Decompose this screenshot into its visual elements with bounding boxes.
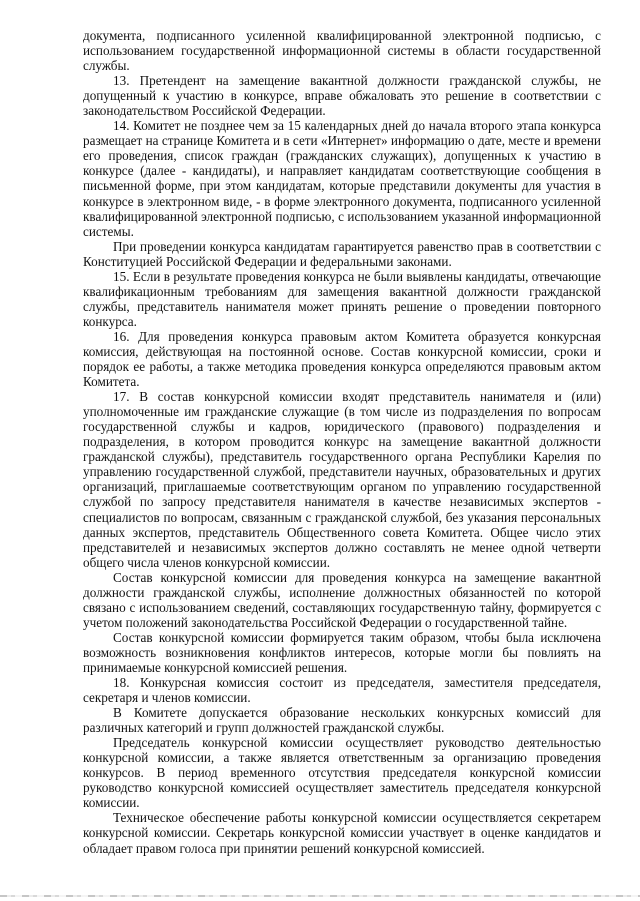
paragraph-16: 16. Для проведения конкурса правовым актом Комитета образуется конкурсная комиссия, действующая на постоянной основе. Состав конкурсной комиссии, сроки и порядок ее работы, а также методика проведения конкурса определяются правовым актом Комитета.: [83, 328, 601, 390]
paragraph-conflict-of-interest: Состав конкурсной комиссии формируется таким образом, чтобы была исключена возможность возникновения конфликтов интересов, которые могли бы повлиять на принимаемые конкурсной комиссией решения.: [83, 629, 601, 675]
paragraph-continuation: документа, подписанного усиленной квалифицированной электронной подписью, с использованием государственной информационной системы в области государственной службы.: [83, 28, 601, 74]
paragraph-14: 14. Комитет не позднее чем за 15 календарных дней до начала второго этапа конкурса размещает на странице Комитета и в сети «Интернет» информацию о дате, месте и времени его проведения, список граждан (гражданских служащих), допущенных к участию в конкурсе (далее - кандидаты), и направляет кандидатам соответствующие сообщения в письменной форме, при этом кандидатам, которые представили документы для участия в конкурсе в электронном виде, - в форме электронного документа, подписанного усиленной квалифицированной электронной подписью, с использованием указанной информационной системы.: [83, 118, 601, 239]
scan-edge-line: [0, 895, 640, 897]
paragraph-13: 13. Претендент на замещение вакантной должности гражданской службы, не допущенный к участию в конкурсе, вправе обжаловать это решение в соответствии с законодательством Российской Федерации.: [83, 73, 601, 119]
paragraph-secretary: Техническое обеспечение работы конкурсной комиссии осуществляется секретарем конкурсной комиссии. Секретарь конкурсной комиссии участвует в оценке кандидатов и обладает правом голоса при принятии решений конкурсной комиссией.: [83, 810, 601, 856]
document-page: [83, 28, 601, 856]
paragraph-chairman: Председатель конкурсной комиссии осуществляет руководство деятельностью конкурсной комиссии, а также является ответственным за организацию проведения конкурсов. В период временного отсутствия председателя конкурсной комиссии руководство конкурсной комиссией осуществляет заместитель председателя конкурсной комиссии.: [83, 735, 601, 811]
paragraph-equal-rights: При проведении конкурса кандидатам гарантируется равенство прав в соответствии с Конституцией Российской Федерации и федеральными законами.: [83, 238, 601, 269]
paragraph-15: 15. Если в результате проведения конкурса не были выявлены кандидаты, отвечающие квалификационным требованиям для замещения вакантной должности гражданской службы, представитель нанимателя может принять решение о проведении повторного конкурса.: [83, 268, 601, 329]
paragraph-17: 17. В состав конкурсной комиссии входят представитель нанимателя и (или) уполномоченные им гражданские служащие (в том числе из подразделения по вопросам государственной службы и кадров, юридического (правового) подразделения и подразделения, в котором проводится конкурс на замещение вакантной должности гражданской службы), представитель государственного органа Республики Карелия по управлению государственной службой, представители научных, образовательных и других организаций, приглашаемые соответствующим органом по управлению государственной службой по запросу представителя нанимателя в качестве независимых экспертов - специалистов по вопросам, связанным с гражданской службой, без указания персональных данных экспертов, представитель Общественного совета Комитета. Общее число этих представителей и независимых экспертов должно составлять не менее одной четверти общего числа членов конкурсной комиссии.: [83, 389, 601, 570]
paragraph-18: 18. Конкурсная комиссия состоит из председателя, заместителя председателя, секретаря и членов комиссии.: [83, 675, 601, 706]
paragraph-state-secret: Состав конкурсной комиссии для проведения конкурса на замещение вакантной должности гражданской службы, исполнение должностных обязанностей по которой связано с использованием сведений, составляющих государственную тайну, формируется с учетом положений законодательства Российской Федерации о государственной тайне.: [83, 569, 601, 630]
paragraph-multiple-commissions: В Комитете допускается образование нескольких конкурсных комиссий для различных категорий и групп должностей гражданской службы.: [83, 705, 601, 736]
